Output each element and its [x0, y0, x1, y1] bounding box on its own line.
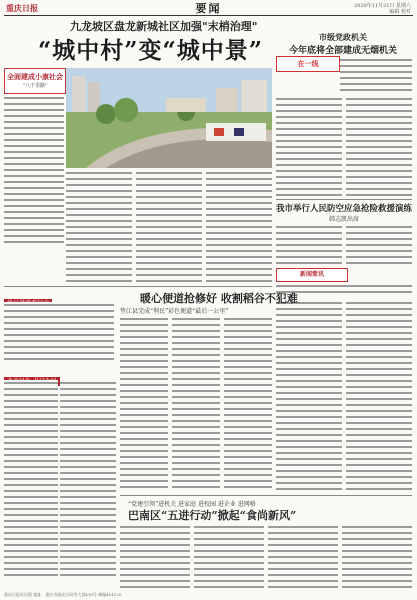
footer-line: 重庆日报社出版 地址：重庆市渝北区同茂大道416号 邮编401120 — [4, 592, 122, 597]
mid-col-2 — [172, 316, 220, 492]
right-col-4 — [346, 224, 412, 264]
right-col-3 — [276, 224, 342, 264]
left-block-2-col-1 — [4, 380, 58, 580]
mid-col-3 — [224, 316, 272, 492]
right-divider — [276, 199, 412, 200]
right-head-3: 我市举行人民防空应急抢险救援演练 — [276, 204, 413, 214]
news-brief-col-1 — [276, 300, 342, 490]
masthead-rule — [4, 15, 413, 16]
side-box — [4, 68, 66, 94]
mid-headline: 暖心便道抢修好 收割稻谷不犯难 — [140, 292, 298, 305]
right-col-2 — [346, 96, 412, 198]
bottom-kicker: “党建引领”进机关 进家庭 进校园 进企业 进网格 — [128, 501, 256, 508]
left-block-1 — [4, 302, 114, 362]
side-box-sub: “八千里路” — [22, 83, 48, 89]
right-col-1 — [276, 96, 342, 198]
lead-col-3 — [206, 170, 272, 282]
bottom-col-3 — [268, 524, 338, 588]
news-brief-label: 新闻简讯 — [276, 268, 348, 282]
paper-name: 重庆日报 — [6, 3, 38, 13]
mid-subheadline: 垫江县完成“利民”彩色便道“最后一公里” — [120, 308, 229, 315]
mid-col-1 — [120, 316, 168, 492]
lead-col-1 — [66, 170, 132, 282]
bottom-col-2 — [194, 524, 264, 588]
right-logo: 在一线 — [276, 56, 340, 72]
left-block-2-col-2 — [60, 380, 116, 580]
issue-editor: 编辑 校对 — [389, 9, 411, 15]
right-sub-3: 韩志凯出席 — [328, 216, 359, 223]
issue-info — [354, 3, 411, 15]
bottom-divider — [120, 495, 412, 496]
news-brief-col-2 — [346, 300, 412, 490]
lead-kicker: 九龙坡区盘龙新城社区加强"末梢治理" — [70, 20, 258, 33]
bottom-col-4 — [342, 524, 412, 588]
issue-date: 2020年11月21日 星期六 — [353, 3, 411, 9]
side-box-title: 全面建成小康社会 — [7, 72, 63, 81]
lead-photo — [66, 68, 272, 168]
lead-left-column — [4, 95, 64, 245]
lead-headline: “城中村”变“城中景” — [38, 37, 263, 64]
lead-col-2 — [136, 170, 202, 282]
right-intro-text — [340, 57, 412, 93]
bottom-headline: 巴南区“五进行动”掀起“食尚新风” — [128, 509, 297, 522]
section-title: 要闻 — [195, 2, 222, 15]
right-head-2: 今年底将全部建成无烟机关 — [288, 46, 397, 56]
right-head-1: 市级党政机关 — [319, 32, 367, 42]
mid-divider — [4, 286, 272, 287]
bottom-col-1 — [120, 524, 190, 588]
